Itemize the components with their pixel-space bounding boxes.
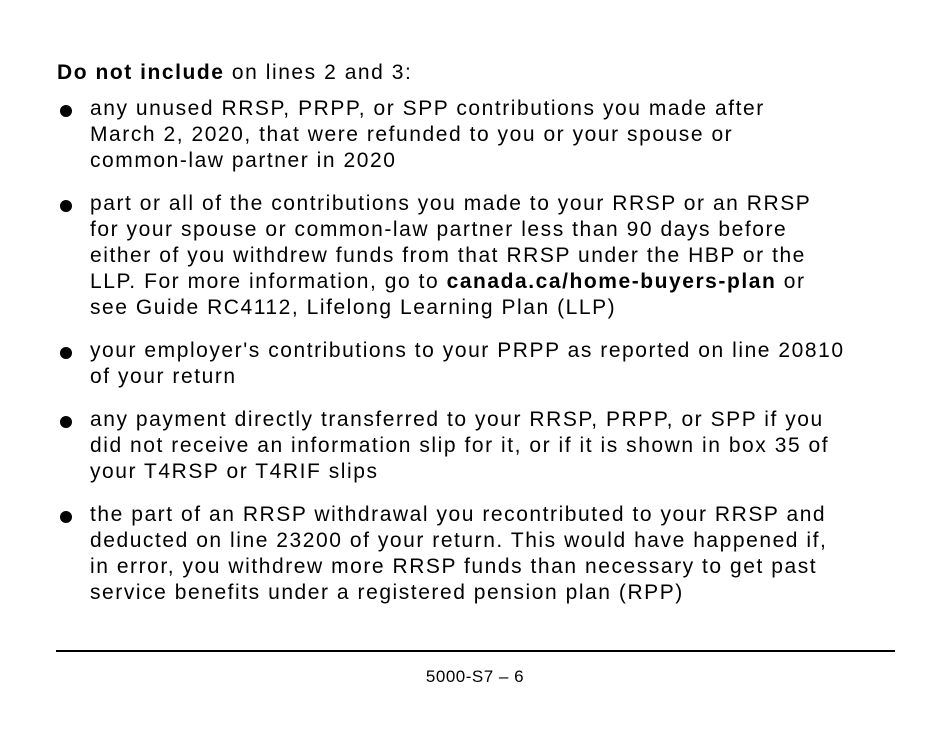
list-item-text: LLP. For more information, go to (90, 270, 447, 293)
home-buyers-plan-link: canada.ca/home-buyers-plan (446, 270, 777, 293)
document-body (57, 60, 907, 623)
intro-paragraph (57, 60, 907, 86)
list-item (57, 338, 907, 390)
list-item-line: March 2, 2020, that were refunded to you or your spouse or (90, 123, 734, 146)
list-item-line: the part of an RRSP withdrawal you recontributed to your RRSP and (90, 503, 827, 526)
list-item-line: either of you withdrew funds from that RRSP under the HBP or the (90, 244, 806, 267)
list-item-line: your employer's contributions to your PRPP as reported on line 20810 (90, 339, 845, 362)
list-item (57, 191, 907, 321)
footer-divider (56, 650, 895, 652)
bullet-icon (60, 105, 72, 117)
list-item-line: deducted on line 23200 of your return. This would have happened if, (90, 529, 828, 552)
intro-text: on lines 2 and 3: (224, 61, 413, 84)
list-item-line: did not receive an information slip for it, or if it is shown in box 35 of (90, 434, 830, 457)
page-number: 5000-S7 – 6 (425, 667, 525, 686)
bullet-icon (60, 416, 72, 428)
list-item-text: or (776, 270, 806, 293)
list-item-line: see Guide RC4112, Lifelong Learning Plan (LLP) (90, 296, 617, 319)
list-item-line: your T4RSP or T4RIF slips (90, 460, 379, 483)
list-item (57, 407, 907, 485)
list-item-line: of your return (90, 365, 237, 388)
bullet-icon (60, 347, 72, 359)
list-item-line: service benefits under a registered pension plan (RPP) (90, 581, 684, 604)
intro-bold-text: Do not include (57, 61, 225, 84)
list-item-line: any payment directly transferred to your RRSP, PRPP, or SPP if you (90, 408, 824, 431)
list-item-line: any unused RRSP, PRPP, or SPP contributions you made after (90, 97, 765, 120)
bullet-icon (60, 200, 72, 212)
list-item (57, 96, 907, 174)
list-item-line: part or all of the contributions you made to your RRSP or an RRSP (90, 192, 812, 215)
bullet-icon (60, 511, 72, 523)
exclusion-list (57, 96, 907, 606)
list-item (57, 502, 907, 606)
list-item-line: for your spouse or common-law partner less than 90 days before (90, 218, 788, 241)
list-item-line (90, 269, 907, 295)
list-item-line: in error, you withdrew more RRSP funds than necessary to get past (90, 555, 818, 578)
list-item-line: common-law partner in 2020 (90, 149, 397, 172)
